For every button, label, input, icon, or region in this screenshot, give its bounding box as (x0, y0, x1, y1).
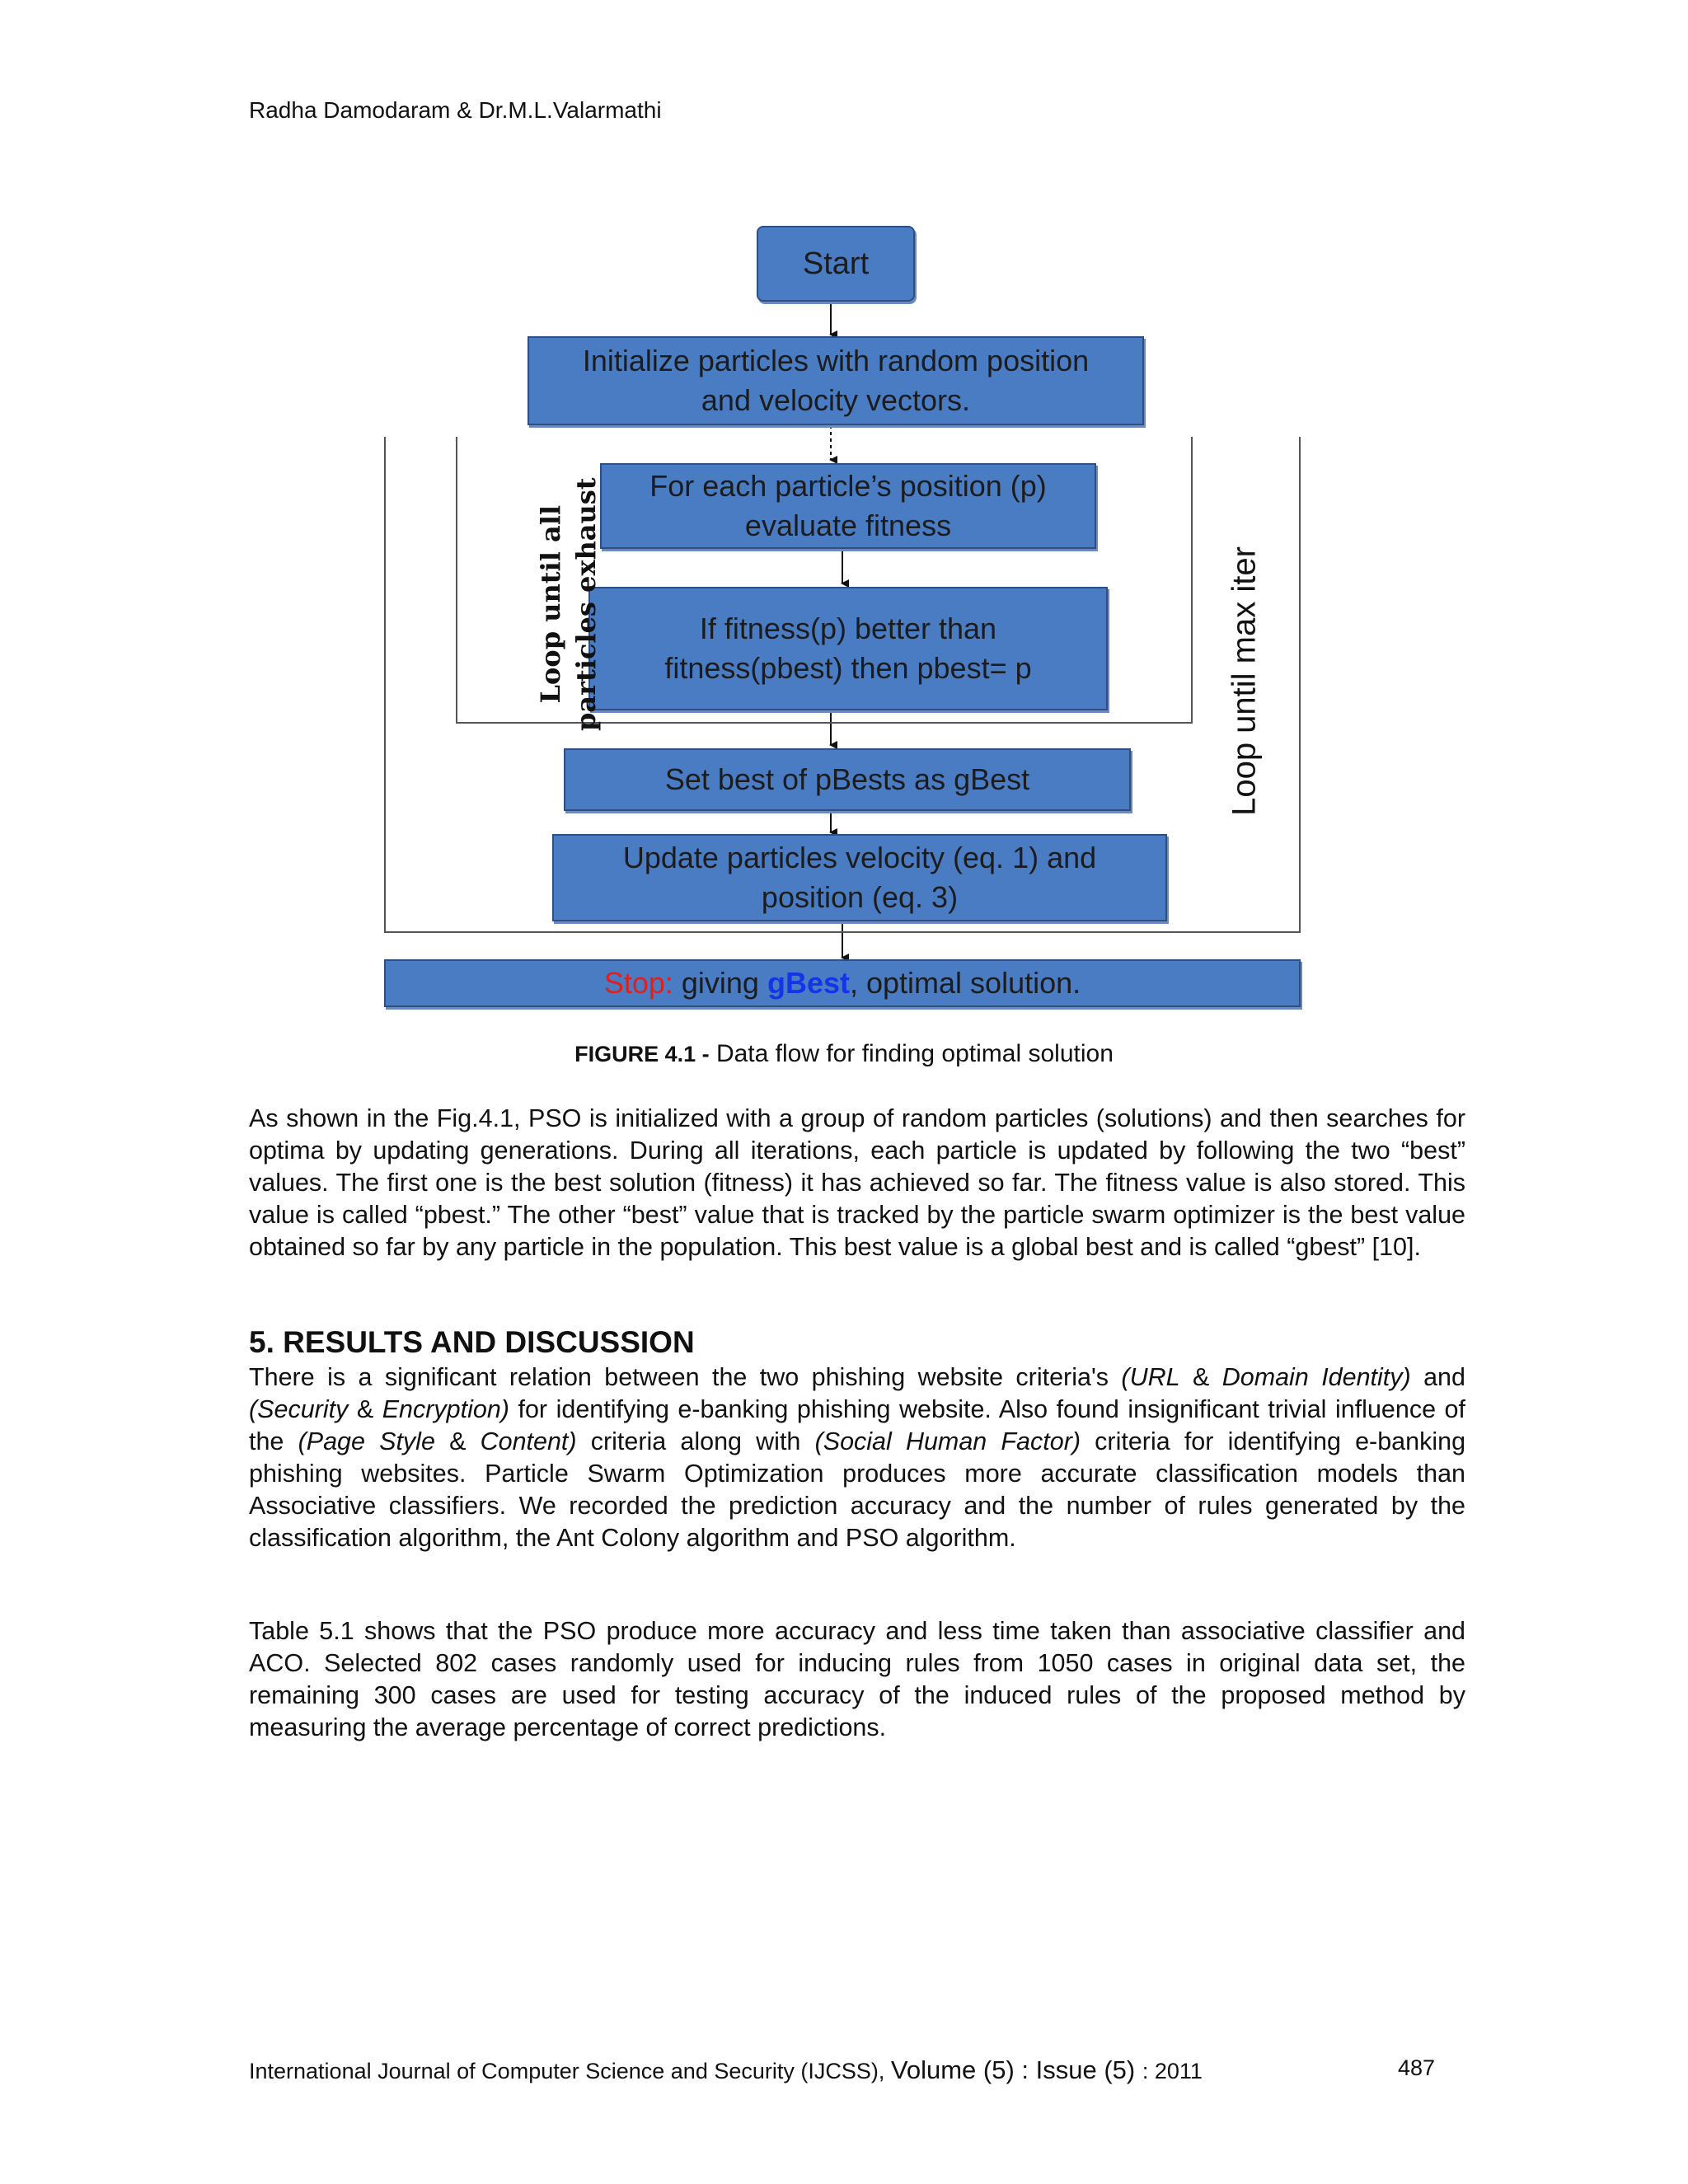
figure-caption: FIGURE 4.1 - Data flow for finding optimal solution (574, 1040, 1114, 1067)
start-box: Start (757, 226, 915, 302)
paragraph-pso-intro: As shown in the Fig.4.1, PSO is initialized with a group of random particles (solutions) and then searches for optima by updating generations. During all iterations, each particle is updated by following the two “best” values. The first one is the best solution (fitness) it has achieved so far. The fitness value is also stored. This value is called “pbest.” The other “best” value that is tracked by the particle swarm optimizer is the best value obtained so far by any particle in the population. This best value is a global best and is called “gbest” [10]. (249, 1104, 1465, 1261)
flowchart-figure (0, 0, 1688, 1022)
paragraph-table-summary: Table 5.1 shows that the PSO produce more accuracy and less time taken than associative classifier and ACO. Selected 802 cases randomly used for inducing rules from 1050 cases in original data set, the remaining 300 cases are used for testing accuracy of the induced rules of the proposed method by measuring the average percentage of correct predictions. (249, 1617, 1465, 1741)
paragraph-results: There is a significant relation between the two phishing website criteria's (URL & Domain Identity) and (Security & Encryption) for identifying e-banking phishing website. Also found insignificant trivial influence of the (Page Style & Content) criteria along with (Social Human Factor) criteria for identifying e-banking phishing websites. Particle Swarm Optimization produces more accurate classification models than Associative classifiers. We recorded the prediction accuracy and the number of rules generated by the classification algorithm, the Ant Colony algorithm and PSO algorithm. (249, 1363, 1466, 1552)
evaluate-fitness-box: For each particle’s position (p) evaluate fitness (600, 463, 1096, 549)
compare-pbest-box: If fitness(p) better than fitness(pbest) then pbest= p (588, 587, 1108, 710)
stop-label: Stop: (603, 966, 673, 1001)
page-footer: International Journal of Computer Science and Security (IJCSS), Volume (5) : Issue (5) : 2011 (249, 2055, 1203, 2084)
set-gbest-box: Set best of pBests as gBest (564, 748, 1131, 811)
section-heading: 5. RESULTS AND DISCUSSION (249, 1325, 695, 1359)
update-velocity-box: Update particles velocity (eq. 1) and position (eq. 3) (552, 834, 1167, 921)
running-header: Radha Damodaram & Dr.M.L.Valarmathi (249, 97, 662, 123)
page-number: 487 (1398, 2055, 1436, 2080)
outer-loop-label: Loop until max iter (1226, 546, 1263, 816)
initialize-box: Initialize particles with random position and velocity vectors. (528, 336, 1144, 425)
stop-box: Stop: giving gBest, optimal solution. (384, 959, 1301, 1007)
gbest-label: gBest (767, 966, 850, 1001)
inner-loop-label: Loop until all particles exhaust (534, 477, 602, 731)
